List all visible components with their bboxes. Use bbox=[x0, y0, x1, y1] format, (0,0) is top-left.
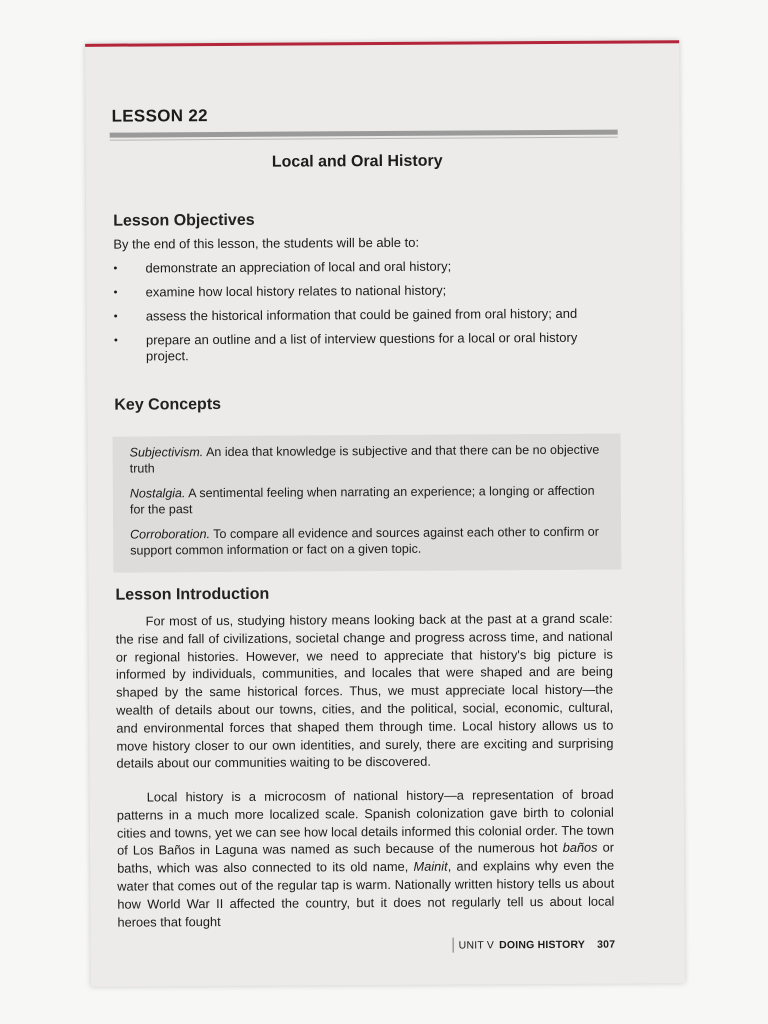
objectives-intro: By the end of this lesson, the students will be able to: bbox=[113, 234, 420, 252]
concept-corroboration bbox=[130, 524, 610, 559]
introduction-paragraph-1 bbox=[116, 610, 614, 773]
concept-term: Nostalgia. bbox=[129, 486, 186, 501]
introduction-heading: Lesson Introduction bbox=[115, 585, 270, 604]
lesson-label: LESSON 22 bbox=[111, 106, 208, 126]
text-run: or baths, which was also connected to its old name, bbox=[117, 839, 615, 876]
objectives-heading: Lesson Objectives bbox=[113, 211, 255, 230]
objective-item: • examine how local history relates to national history; bbox=[114, 282, 614, 301]
objective-item: • demonstrate an appreciation of local and oral history; bbox=[113, 258, 613, 277]
concept-nostalgia bbox=[130, 483, 610, 518]
book-page bbox=[85, 40, 685, 987]
page-footer bbox=[459, 939, 616, 952]
concept-term: Corroboration. bbox=[130, 527, 211, 542]
objective-item: • prepare an outline and a list of interview questions for a local or oral history project. bbox=[114, 330, 614, 365]
footer-section: DOING HISTORY bbox=[499, 938, 586, 952]
concept-definition: An idea that knowledge is subjective and that there can be no objective truth bbox=[129, 442, 600, 476]
italic-term: baños bbox=[562, 840, 598, 856]
key-concepts-heading: Key Concepts bbox=[114, 395, 222, 414]
page-title: Local and Oral History bbox=[271, 152, 443, 171]
paragraph-text bbox=[117, 786, 615, 931]
paragraph-text: For most of us, studying history means looking back at the past at a grand scale: the rise and fall of civilizations, societal change and progress across time, and national or regional histories. However, we need to appreciate that history's big picture is informed by individuals, communities, and locales that were shaped and are being shaped by the same historical forces. Thus, we must appreciate local history—the wealth of details about our towns, cities, and the political, social, economic, cultural, and environmental forces that shaped them through time. Local history allows us to move history closer to our own identities, and surely, there are exciting and surprising details about our communities waiting to be discovered. bbox=[115, 610, 614, 772]
objectives-list bbox=[113, 258, 614, 373]
text-run: Local history is a microcosm of national history—a representation of broad patterns in a much more localized scale. Spanish colonization gave birth to colonial cities and towns, yet we can see how local details informed this colonial order. The town of Los Baños in Laguna was named as such because of the numerous hot bbox=[116, 786, 614, 859]
page-number: 307 bbox=[597, 938, 616, 951]
italic-term: Mainit bbox=[413, 858, 448, 875]
text-run: , and explains why even the water that comes out of the regular tap is warm. Nationally written history tells us about how World War II affected the country, but it does not regularly tell us about local heroes that fought bbox=[117, 857, 615, 930]
objective-item: • assess the historical information that could be gained from oral history; and bbox=[114, 306, 614, 325]
footer-unit: UNIT V bbox=[458, 939, 495, 952]
concept-term: Subjectivism. bbox=[129, 445, 204, 460]
concept-definition: A sentimental feeling when narrating an experience; a longing or affection for the past bbox=[129, 483, 595, 517]
footer-divider bbox=[453, 938, 454, 953]
concept-definition: To compare all evidence and sources against each other to confirm or support common information or fact on a given topic. bbox=[130, 524, 599, 558]
introduction-paragraph-2 bbox=[117, 786, 615, 931]
key-concepts-box bbox=[113, 434, 622, 573]
concept-subjectivism bbox=[130, 442, 610, 477]
